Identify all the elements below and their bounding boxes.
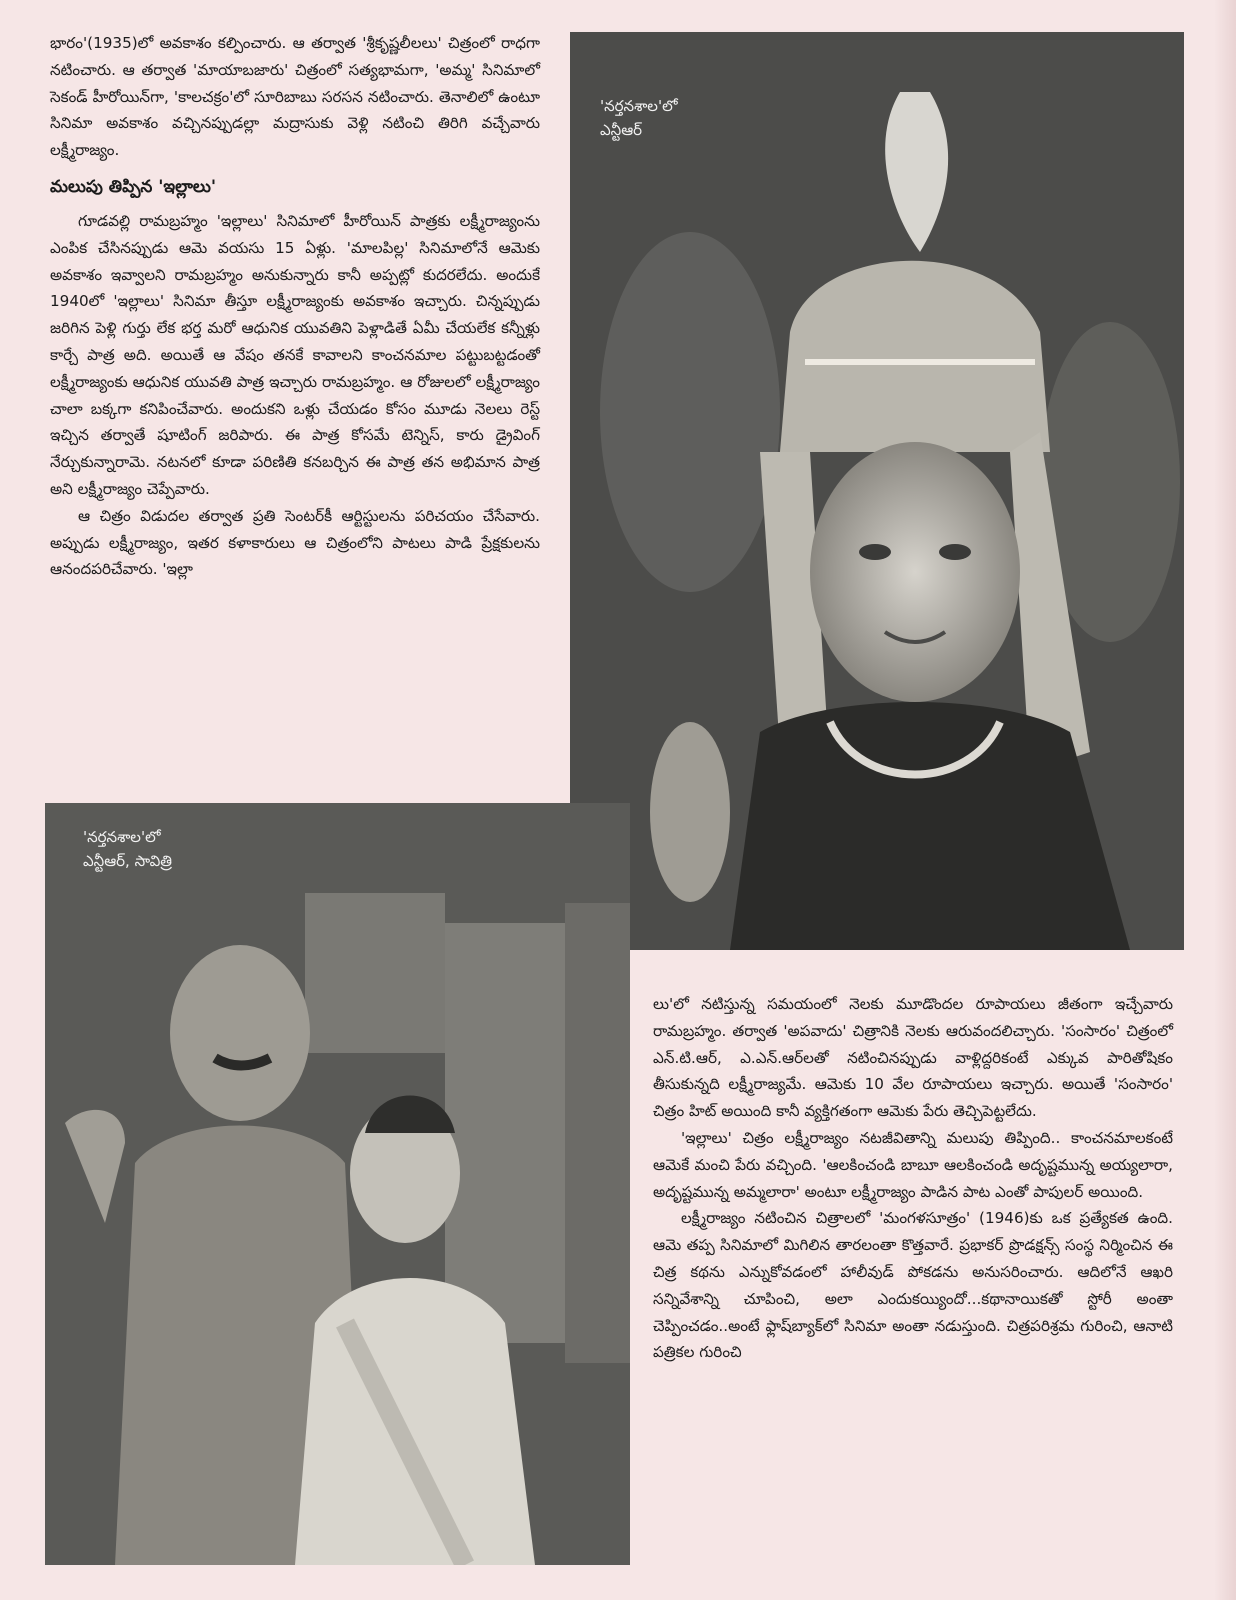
right-text-column <box>653 991 1173 1366</box>
paragraph: లక్ష్మీరాజ్యం నటించిన చిత్రాలలో 'మంగళసూత్రం' (1946)కు ఒక ప్రత్యేకత ఉంది. ఆమె తప్ప సినిమాలో మిగిలిన తారలంతా కొత్తవారే. ప్రభాకర్ ప్రొడక్షన్స్ సంస్థ నిర్మించిన ఈ చిత్ర కథను ఎన్నుకోవడంలో హాలీవుడ్ పోకడను అనుసరించారు. ఆదిలోనే ఆఖరి సన్నివేశాన్ని చూపించి, అలా ఎందుకయ్యిందో...కథానాయికతో స్టోరీ అంతా చెప్పించడం..అంటే ఫ్లాష్‌బ్యాక్‌లో సినిమా అంతా నడుస్తుంది. చిత్రపరిశ్రమ గురించి, ఆనాటి పత్రికల గురించి <box>653 1209 1173 1362</box>
caption-line: 'నర్తనశాల'లో <box>600 97 678 115</box>
photo-ntr-savitri <box>45 803 630 1565</box>
photo-ntr-narthanasala <box>570 32 1184 950</box>
section-heading: మలుపు తిప్పిన 'ఇల్లాలు' <box>50 176 217 197</box>
page-edge <box>1214 0 1236 1600</box>
photo-caption <box>600 94 678 142</box>
caption-line: ఎన్టీఆర్, సావిత్రి <box>83 852 172 870</box>
paragraph: భారం'(1935)లో అవకాశం కల్పించారు. ఆ తర్వాత 'శ్రీకృష్ణలీలలు' చిత్రంలో రాధగా నటించారు. ఆ తర్వాత 'మాయాబజారు' చిత్రంలో సత్యభామగా, 'అమ్మ' సినిమాలో సెకండ్ హీరోయిన్‌గా, 'కాలచక్రం'లో సూరిబాబు సరసన నటించారు. తెనాలిలో ఉంటూ సినిమా అవకాశం వచ్చినప్పుడల్లా మద్రాసుకు వెళ్లి నటించి తిరిగి వచ్చేవారు లక్ష్మీరాజ్యం. <box>50 34 540 160</box>
photo-caption <box>83 825 172 873</box>
paragraph: 'ఇల్లాలు' చిత్రం లక్ష్మీరాజ్యం నటజీవితాన్ని మలుపు తిప్పింది.. కాంచనమాలకంటే ఆమెకే మంచి పేరు వచ్చింది. 'ఆలకించండి బాబూ ఆలకించండి అదృష్టమున్న అయ్యలారా, అదృష్టమున్న అమ్మలారా' అంటూ లక్ష్మీరాజ్యం పాడిన పాట ఎంతో పాపులర్ అయింది. <box>653 1128 1173 1201</box>
paragraph: ఆ చిత్రం విడుదల తర్వాత ప్రతి సెంటర్‌కీ ఆర్టిస్టులను పరిచయం చేసేవారు. అప్పుడు లక్ష్మీరాజ్యం, ఇతర కళాకారులు ఆ చిత్రంలోని పాటలు పాడి ప్రేక్షకులను ఆనందపరిచేవారు. 'ఇల్లా <box>50 506 540 579</box>
photo-ntr-image <box>570 32 1184 950</box>
caption-line: ఎన్టీఆర్ <box>600 121 643 139</box>
paragraph: లు'లో నటిస్తున్న సమయంలో నెలకు మూడొందల రూపాయలు జీతంగా ఇచ్చేవారు రామబ్రహ్మం. తర్వాత 'అపవాదు' చిత్రానికి నెలకు ఆరువందలిచ్చారు. 'సంసారం' చిత్రంలో ఎన్.టి.ఆర్, ఎ.ఎన్.ఆర్‌లతో నటించినప్పుడు వాళ్లిద్దరికంటే ఎక్కువ పారితోషికం తీసుకున్నది లక్ష్మీరాజ్యమే. ఆమెకు 10 వేల రూపాయలు ఇచ్చారు. అయితే 'సంసారం' చిత్రం హిట్ అయింది కానీ వ్యక్తిగతంగా ఆమెకు పేరు తెచ్చిపెట్టలేదు. <box>653 995 1173 1121</box>
caption-line: 'నర్తనశాల'లో <box>83 828 161 846</box>
left-text-column <box>50 30 540 583</box>
photo-ntr-savitri-image <box>45 803 630 1565</box>
paragraph: గూడవల్లి రామబ్రహ్మం 'ఇల్లాలు' సినిమాలో హీరోయిన్ పాత్రకు లక్ష్మీరాజ్యంను ఎంపిక చేసినప్పుడు ఆమె వయసు 15 ఏళ్లు. 'మాలపిల్ల' సినిమాలోనే ఆమెకు అవకాశం ఇవ్వాలని రామబ్రహ్మం అనుకున్నారు కానీ అప్పట్లో కుదరలేదు. అందుకే 1940లో 'ఇల్లాలు' సినిమా తీస్తూ లక్ష్మీరాజ్యంకు అవకాశం ఇచ్చారు. చిన్నప్పుడు జరిగిన పెళ్లి గుర్తు లేక భర్త మరో ఆధునిక యువతిని పెళ్లాడితే ఏమీ చేయలేక కన్నీళ్లు కార్చే పాత్ర అది. అయితే ఆ వేషం తనకే కావాలని కాంచనమాల పట్టుబట్టడంతో లక్ష్మీరాజ్యంకు ఆధునిక యువతి పాత్ర ఇచ్చారు రామబ్రహ్మం. ఆ రోజులలో లక్ష్మీరాజ్యం చాలా బక్కగా కనిపించేవారు. అందుకని ఒళ్లు చేయడం కోసం మూడు నెలలు రెస్ట్ ఇచ్చిన తర్వాతే షూటింగ్ జరిపారు. ఈ పాత్ర కోసమే టెన్నిస్, కారు డ్రైవింగ్ నేర్చుకున్నారామె. నటనలో కూడా పరిణితి కనబర్చిన ఈ పాత్ర తన అభిమాన పాత్ర అని లక్ష్మీరాజ్యం చెప్పేవారు. <box>50 211 540 498</box>
